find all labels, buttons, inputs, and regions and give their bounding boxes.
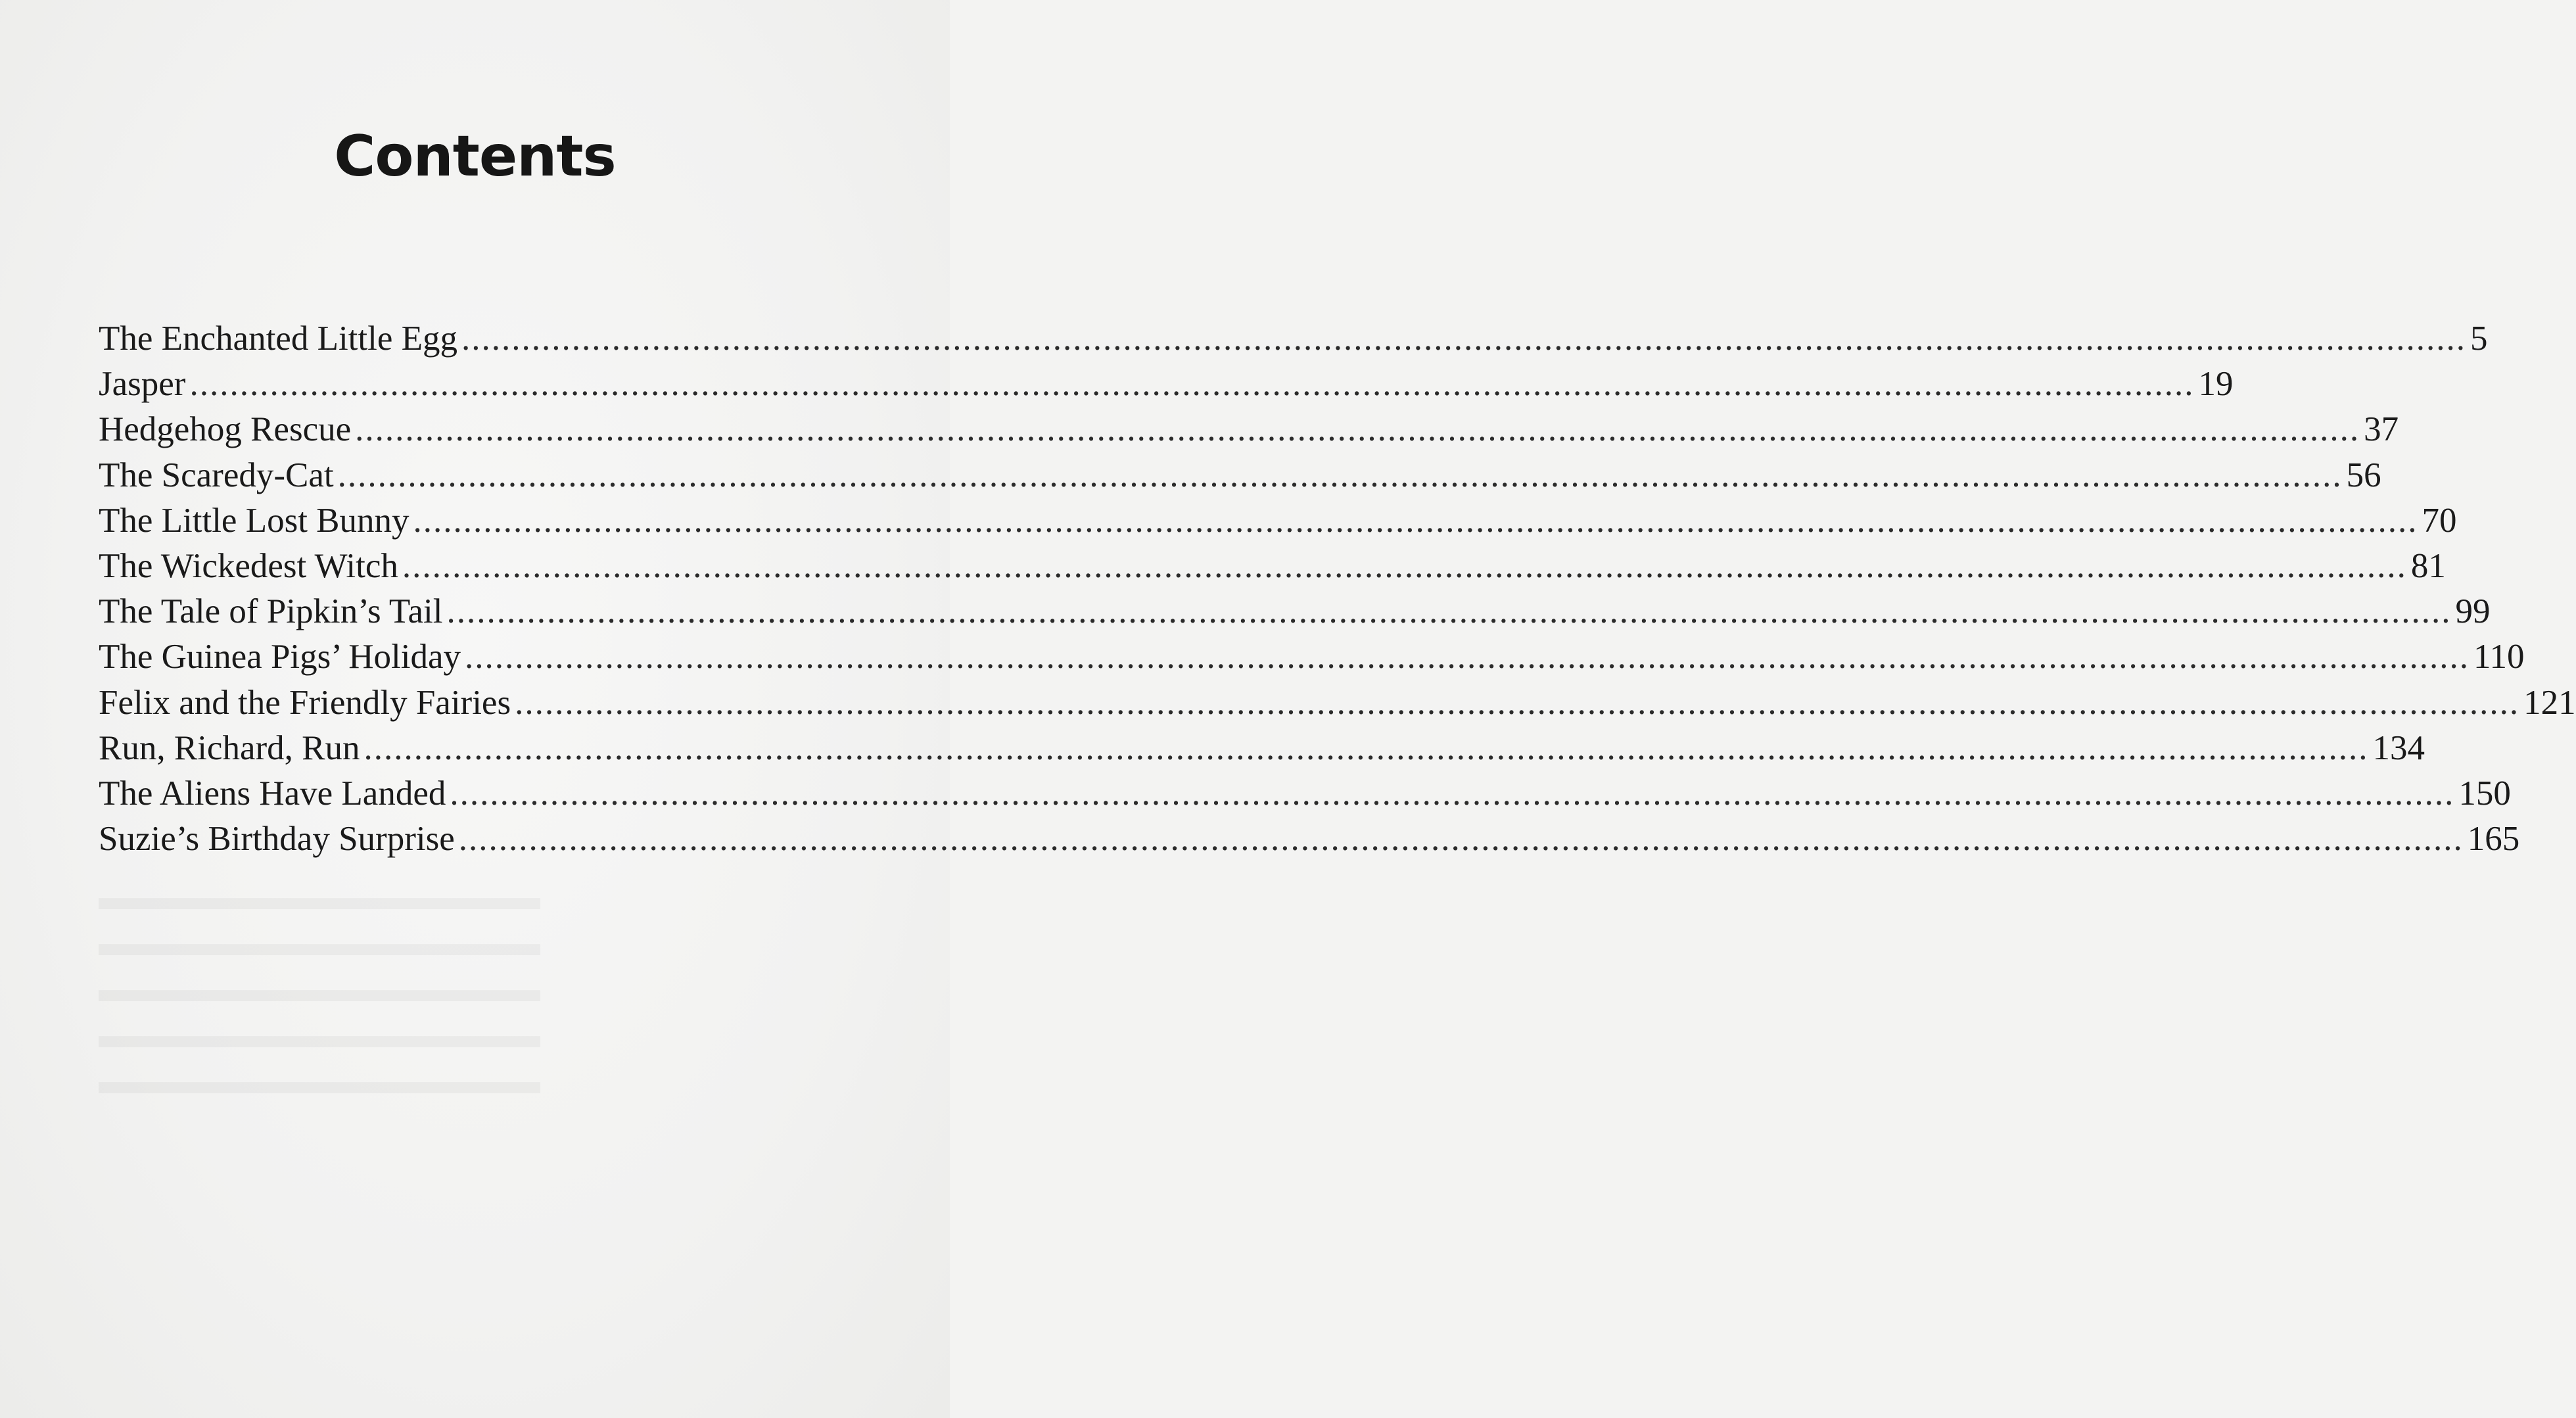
toc-entry-page: 110 xyxy=(2473,638,2525,676)
toc-entry-title: The Wickedest Witch xyxy=(99,546,398,585)
page-title: Contents xyxy=(334,124,616,189)
toc-entry[interactable] xyxy=(99,456,2381,501)
toc-entry[interactable] xyxy=(99,364,2234,410)
toc-entry-page: 56 xyxy=(2346,456,2381,494)
table-of-contents xyxy=(99,319,2576,864)
toc-entry-title: Felix and the Friendly Fairies xyxy=(99,683,511,722)
toc-entry-page: 19 xyxy=(2198,365,2234,404)
toc-dot-leader: ........................................................................................................................................................................................................ xyxy=(363,728,2369,767)
toc-entry[interactable] xyxy=(99,774,2511,819)
toc-dot-leader: ........................................................................................................................................................................................................ xyxy=(446,592,2452,631)
toc-entry[interactable] xyxy=(99,546,2446,592)
toc-entry-title: The Enchanted Little Egg xyxy=(99,319,457,358)
show-through-texture xyxy=(99,874,848,1104)
toc-entry[interactable] xyxy=(99,501,2457,546)
toc-entry-page: 150 xyxy=(2458,774,2511,813)
toc-dot-leader: ........................................................................................................................................................................................................ xyxy=(413,501,2418,540)
toc-dot-leader: ........................................................................................................................................................................................................ xyxy=(337,456,2343,494)
toc-entry-title: The Guinea Pigs’ Holiday xyxy=(99,638,461,676)
toc-dot-leader: ........................................................................................................................................................................................................ xyxy=(515,683,2520,722)
toc-entry-page: 70 xyxy=(2422,501,2457,540)
toc-entry-page: 134 xyxy=(2372,728,2425,767)
toc-entry-title: Suzie’s Birthday Surprise xyxy=(99,820,455,859)
toc-entry[interactable] xyxy=(99,637,2525,682)
toc-dot-leader: ........................................................................................................................................................................................................ xyxy=(458,820,2464,859)
toc-entry-title: Hedgehog Rescue xyxy=(99,410,352,449)
toc-entry[interactable] xyxy=(99,410,2399,455)
toc-entry-title: The Scaredy-Cat xyxy=(99,456,334,494)
toc-entry[interactable] xyxy=(99,319,2488,364)
toc-entry-page: 99 xyxy=(2455,592,2491,631)
toc-dot-leader: ........................................................................................................................................................................................................ xyxy=(402,546,2407,585)
toc-entry[interactable] xyxy=(99,683,2576,728)
toc-entry-page: 121 xyxy=(2523,683,2576,722)
toc-entry-page: 165 xyxy=(2467,820,2520,859)
toc-dot-leader: ........................................................................................................................................................................................................ xyxy=(355,410,2360,449)
toc-dot-leader: ........................................................................................................................................................................................................ xyxy=(189,365,2195,404)
toc-dot-leader: ........................................................................................................................................................................................................ xyxy=(461,319,2466,358)
toc-entry-title: Run, Richard, Run xyxy=(99,728,360,767)
toc-entry-page: 37 xyxy=(2364,410,2399,449)
toc-entry-page: 5 xyxy=(2470,319,2488,358)
toc-entry-page: 81 xyxy=(2410,546,2446,585)
toc-entry-title: The Aliens Have Landed xyxy=(99,774,446,813)
toc-dot-leader: ........................................................................................................................................................................................................ xyxy=(450,774,2455,813)
toc-dot-leader: ........................................................................................................................................................................................................ xyxy=(465,638,2470,676)
toc-entry-title: The Tale of Pipkin’s Tail xyxy=(99,592,443,631)
toc-entry[interactable] xyxy=(99,592,2491,637)
toc-entry-title: Jasper xyxy=(99,365,186,404)
toc-entry-title: The Little Lost Bunny xyxy=(99,501,410,540)
toc-entry[interactable] xyxy=(99,819,2520,864)
toc-entry[interactable] xyxy=(99,728,2425,774)
